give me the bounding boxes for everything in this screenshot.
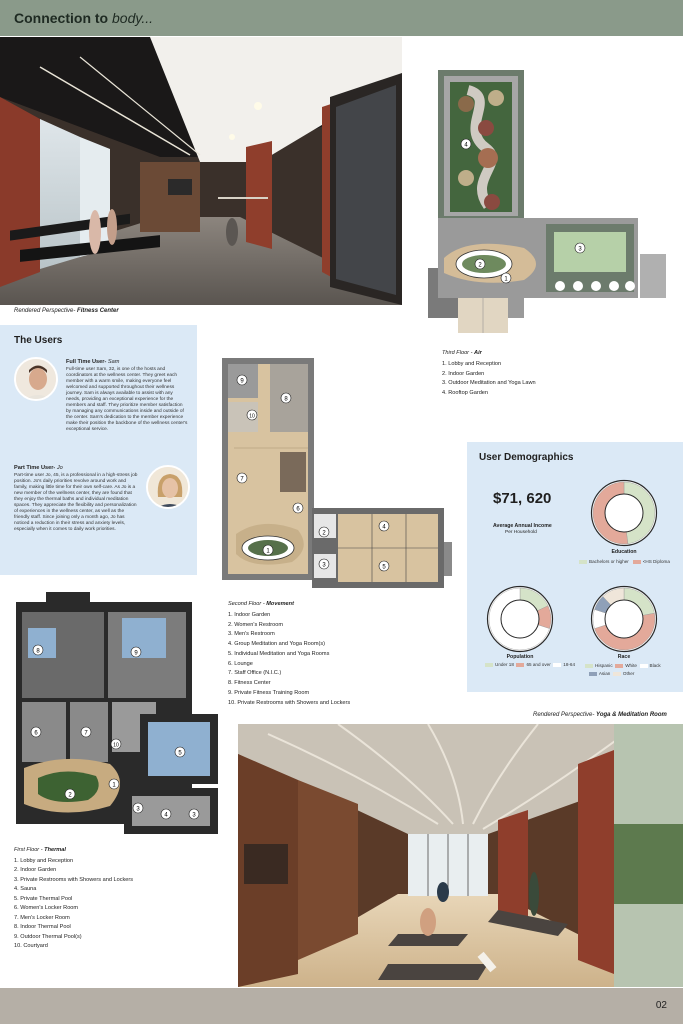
population-legend: Under 18 65 and over 18-64 — [485, 662, 575, 667]
marker-2: 2 — [478, 262, 482, 269]
svg-text:4: 4 — [164, 812, 168, 819]
svg-text:10: 10 — [113, 742, 119, 749]
legend-item: 8. Indoor Thermal Pool — [14, 924, 71, 930]
education-legend: Bachelors or higher <HS Diploma — [579, 559, 670, 564]
legend-item: 7. Staff Office (N.I.C.) — [228, 670, 282, 677]
yoga-room-render — [238, 724, 683, 987]
legend-item: 4. Sauna — [14, 886, 37, 892]
svg-text:6: 6 — [34, 730, 38, 737]
income-value: $71, 620 — [493, 490, 552, 507]
legend-item: 1. Lobby and Reception — [442, 360, 502, 367]
legend-item: 6. Women's Locker Room — [14, 905, 79, 911]
svg-text:9: 9 — [240, 378, 244, 385]
svg-text:3: 3 — [322, 562, 326, 569]
first-floor-legend: First Floor - Thermal 1. Lobby and Reception 2. Indoor Garden 3. Private Restrooms with Showers and Lockers 4. Sauna 5. Private Thermal Pool 6. Women's Locker Room 7. Men's Locker Room 8. Indoor Thermal Pool 9. Outdoor Thermal Pool(s) 10. Courtyard — [14, 846, 214, 952]
svg-text:3: 3 — [192, 812, 196, 819]
svg-text:6: 6 — [296, 506, 300, 513]
avatar-sam — [14, 357, 58, 401]
svg-text:4: 4 — [382, 524, 386, 531]
part-time-user-text: Part-time user Jo, 45, is a professional in a high-stress job position. Jo's daily priorities revolve around work and family, making little time for their own self-care. As Jo is a new member of the wellness center, they are found that they enjoy the thermal baths and individual meditation spaces. They appreciate the flexibility and personalization of experiences in the wellness center, as well as the friendly staff. Since joining only a month ago, Jo has noticed a reduction in their stress and anxiety levels, especially when it comes to daily work priorities. — [14, 473, 138, 532]
legend-item: 2. Indoor Garden — [14, 867, 57, 873]
education-donut — [589, 478, 659, 548]
demographics-title: User Demographics — [479, 452, 574, 463]
page-footer — [0, 988, 683, 1024]
third-floor-plan — [428, 68, 670, 340]
second-floor-plan — [222, 358, 454, 598]
legend-item: 10. Private Restrooms with Showers and Lockers — [228, 699, 351, 706]
full-time-user-title: Full Time User- Sam — [66, 359, 120, 365]
svg-text:3: 3 — [136, 806, 140, 813]
legend-item: 3. Private Restrooms with Showers and Lockers — [14, 876, 134, 883]
svg-text:7: 7 — [240, 476, 244, 483]
svg-text:10: 10 — [249, 413, 255, 420]
legend-item: 1. Lobby and Reception — [14, 857, 74, 864]
legend-item: 4. Rooftop Garden — [442, 390, 489, 397]
svg-text:1: 1 — [112, 782, 116, 789]
page-number: 02 — [655, 1000, 667, 1011]
legend-item: 9. Outdoor Thermal Pool(s) — [14, 933, 82, 940]
svg-text:7: 7 — [84, 730, 88, 737]
svg-text:8: 8 — [284, 396, 288, 403]
marker-3: 3 — [578, 246, 582, 253]
legend-item: 6. Lounge — [228, 660, 253, 667]
second-floor-legend: Second Floor - Movement 1. Indoor Garden 2. Women's Restroom 3. Men's Restroom 4. Group Meditation and Yoga Room(s) 5. Individual Meditation and Yoga Rooms 6. Lounge 7. Staff Office (N.I.C.) 8. Fitness Center 9. Private Fitness Training Room 10. Private Restrooms with Showers and Lockers — [228, 600, 438, 709]
first-floor-plan — [14, 592, 222, 844]
svg-text:2: 2 — [322, 530, 326, 537]
yoga-render-caption: Rendered Perspective- Yoga & Meditation Room — [533, 712, 667, 718]
svg-text:1: 1 — [266, 548, 270, 555]
marker-4: 4 — [464, 142, 468, 149]
svg-text:5: 5 — [382, 564, 386, 571]
page-title: Connection to body... — [14, 10, 153, 26]
svg-text:8: 8 — [36, 648, 40, 655]
legend-item: 4. Group Meditation and Yoga Room(s) — [228, 641, 326, 648]
population-title: Population — [506, 654, 534, 660]
income-sub: Per Household — [505, 530, 537, 535]
legend-item: 2. Indoor Garden — [442, 370, 485, 377]
legend-item: 3. Men's Restroom — [228, 631, 275, 638]
third-floor-legend: Third Floor - Air 1. Lobby and Reception 2. Indoor Garden 3. Outdoor Meditation and Yoga Lawn 4. Rooftop Garden — [442, 349, 642, 399]
fitness-center-render — [0, 37, 402, 305]
legend-item: 8. Fitness Center — [228, 680, 271, 687]
fitness-render-caption: Rendered Perspective- Fitness Center — [14, 308, 119, 314]
population-donut — [485, 584, 555, 654]
legend-item: 9. Private Fitness Training Room — [228, 690, 310, 697]
legend-item: 7. Men's Locker Room — [14, 914, 70, 921]
legend-item: 2. Women's Restroom — [228, 621, 284, 628]
svg-text:9: 9 — [134, 650, 138, 657]
legend-item: 5. Individual Meditation and Yoga Rooms — [228, 650, 330, 657]
marker-1: 1 — [504, 276, 508, 283]
education-title: Education — [611, 549, 637, 555]
part-time-user-title: Part Time User- Jo — [14, 465, 63, 471]
svg-text:2: 2 — [68, 792, 72, 799]
race-donut — [589, 584, 659, 654]
legend-item: 10. Courtyard — [14, 943, 48, 949]
income-label: Average Annual Income — [493, 523, 552, 529]
users-title: The Users — [14, 335, 63, 346]
legend-item: 3. Outdoor Meditation and Yoga Lawn — [442, 380, 536, 387]
demographics-panel — [467, 442, 683, 692]
legend-item: 1. Indoor Garden — [228, 611, 271, 618]
race-title: Race — [617, 654, 631, 660]
avatar-jo — [146, 465, 190, 509]
race-legend: Hispanic White Black Asian Other — [585, 662, 661, 679]
full-time-user-text: Full-time user Sam, 32, is one of the hosts and coordinators at the wellness center. They greet each member with a warm smile, making everyone feel welcomed and supported throughout their wellness journey. Sam is always available to assist with any needs, providing an exceptional experience for the members and staff. They prioritize member satisfaction by managing any communications inside and outside of the center. Sam's dedication to the member experience make their position the backbone of the wellness center's exceptional service. — [66, 367, 188, 432]
legend-item: 5. Private Thermal Pool — [14, 895, 73, 902]
svg-text:5: 5 — [178, 750, 182, 757]
users-panel — [0, 325, 197, 575]
page-header — [0, 0, 683, 36]
